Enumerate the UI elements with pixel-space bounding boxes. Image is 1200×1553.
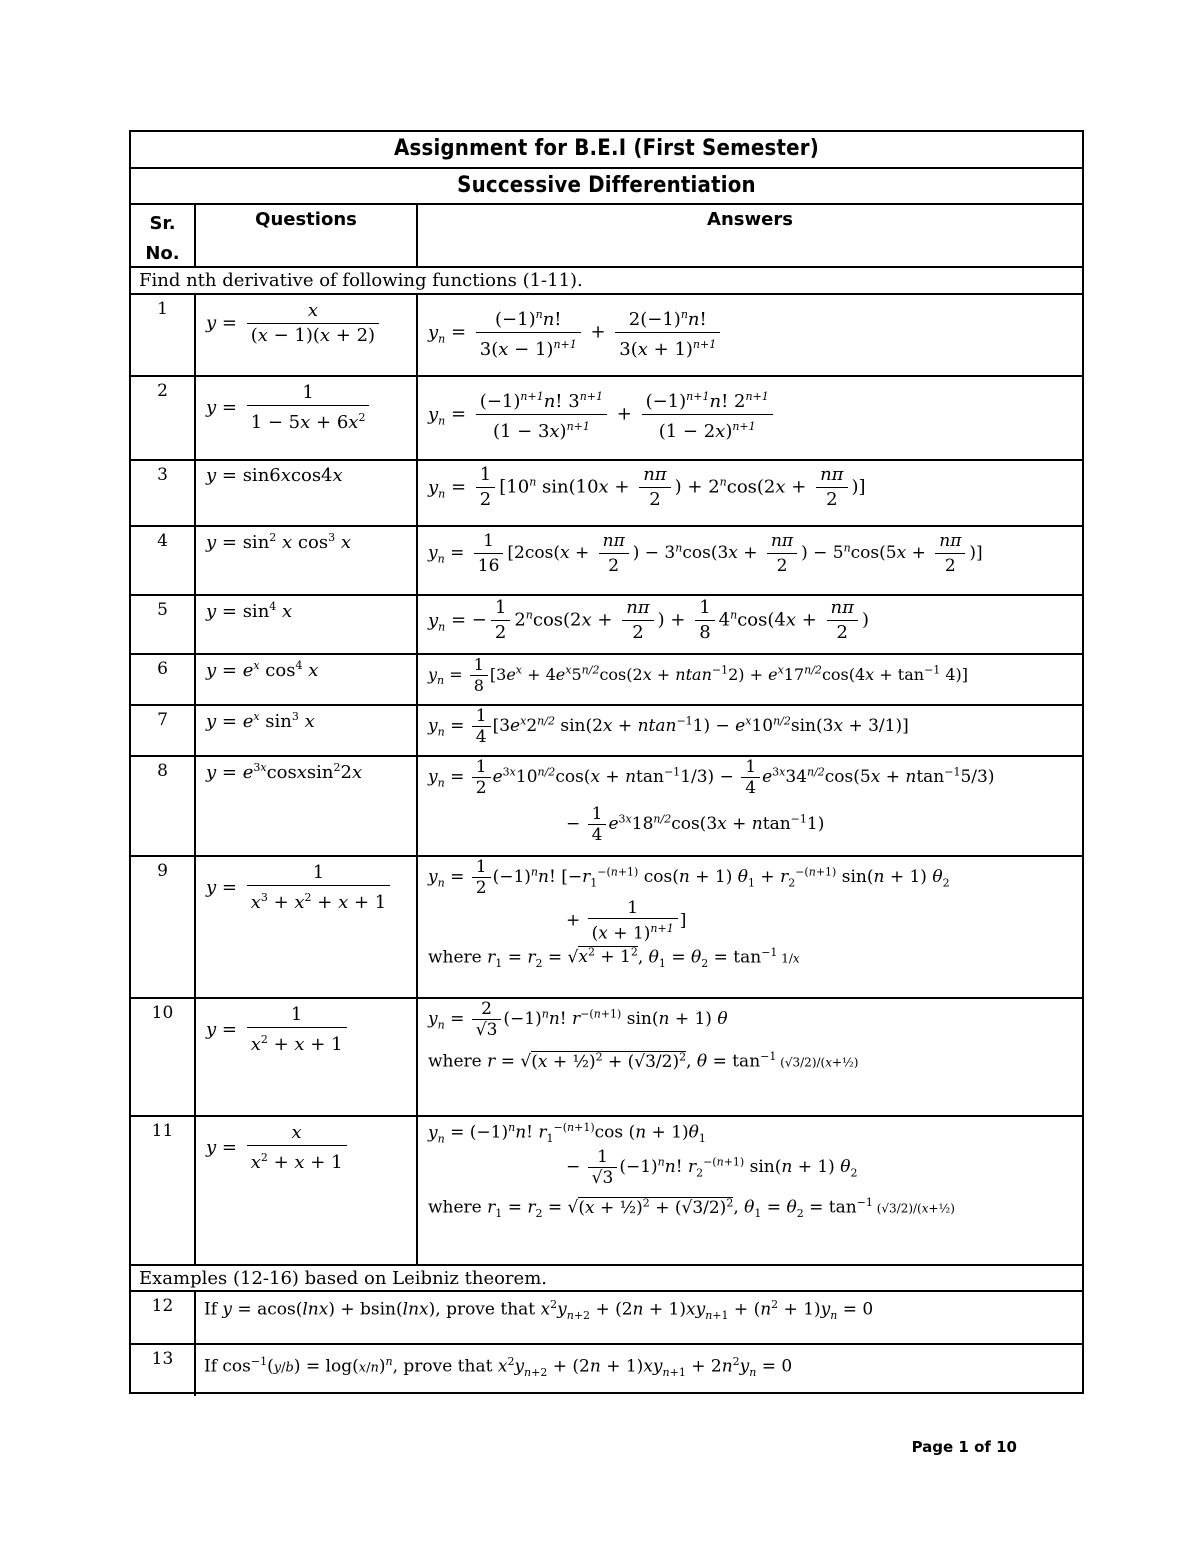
answer-cell: $y_n$ = $\frac{1}{2}$ $e^{3x}10^{n/2}\cos(x + ntan^{-1}1/3)$ − $\frac{1}{4}$ $e^{3x}34^{n/2}\cos(5x + ntan^{-1}5/3)$ − $\frac{1}{4}$ $e^{3x}18^{n/2}\cos(3x + ntan^{-1}1)$ <box>428 757 995 845</box>
answer-cell: $y_n$ = $\frac{1}{2}$ $(-1)^nn$! [$-r_1^{-(n+1)}$ cos(n + 1) $\theta_1 + r_2^{-(n+1)}$ sin(n + 1) $\theta_2$ + $\frac{1}{(x + 1)^{n+1}}$ ] where $r_1 = r_2 = √x^2 + 1^2$, $\theta_1 = \theta_2 = \tan^{-1} 1/x$ <box>428 857 950 970</box>
table-header-row <box>131 205 1082 268</box>
table-row <box>131 706 1082 757</box>
page-subtitle <box>131 169 1082 205</box>
row-number: 7 <box>131 706 196 755</box>
question-cell: $y = e^x$ $\cos^4 x$ <box>196 655 418 704</box>
section-note-2 <box>131 1266 1082 1292</box>
question-cell: $y = e^{3x}cosxsin^22x$ <box>196 757 418 855</box>
table-row <box>131 757 1082 857</box>
table-row <box>131 295 1082 377</box>
answer-cell: $y_n = (-1)^nn$! $r_1^{-(n+1)}\cos$ $(n + 1)\theta_1$ − $\frac{1}{√3}$ $(-1)^nn$! $r_2^{-(n+1)}$ sin(n + 1) $\theta_2$ where $r_1 = r_2 = √(x$ + ½)$^2$ + $(√3/2)^2$, $\theta_1 = \theta_2 = \tan^{-1}$ (√3/2)/(x+½) <box>428 1121 955 1221</box>
table-row <box>131 596 1082 655</box>
page-number: Page 1 of 10 <box>911 1438 1017 1456</box>
note-text: Examples (12-16) based on Leibniz theorem. <box>139 1268 547 1289</box>
table-row <box>131 1117 1082 1266</box>
row-number: 12 <box>131 1292 196 1343</box>
header-questions: Questions <box>196 205 418 266</box>
table-row <box>131 857 1082 999</box>
section-note-1 <box>131 268 1082 295</box>
header-sr-no: Sr. No. <box>131 205 196 266</box>
table-row <box>131 999 1082 1117</box>
row-number: 2 <box>131 377 196 459</box>
row-number: 1 <box>131 295 196 375</box>
row-number: 10 <box>131 999 196 1115</box>
answer-cell: $y_n$ = $\frac{2}{√3}$ $(-1)^nn$! $r^{-(n+1)}$ sin(n + 1) θ where r = √(x + ½)$^2$ + $(√3/2)^2$, $\theta = \tan^{-1}$ (√3/2)/(x+½) <box>428 999 859 1072</box>
row-number: 11 <box>131 1117 196 1264</box>
question-cell: y = $\frac{1}{1 - 5x + 6x^2}$ <box>196 377 418 459</box>
row-number: 8 <box>131 757 196 855</box>
page-title <box>131 132 1082 169</box>
question-cell: If $\cos^{-1}(y/b) = \log(x/n)^n$, prove that $x^2y_{n+2} + (2n + 1)xy_{n+1} + 2n^2y_n = 0$ <box>204 1355 793 1380</box>
row-number: 3 <box>131 461 196 525</box>
answer-cell: $y_n$ = $\frac{(-1)^nn!}{3(x - 1)^{n+1}}$ + $\frac{2(-1)^nn!}{3(x + 1)^{n+1}}$ <box>418 295 1082 375</box>
subtitle-text: Successive Differentiation <box>457 173 756 198</box>
table-row <box>131 655 1082 706</box>
row-number: 9 <box>131 857 196 997</box>
table-row <box>131 527 1082 596</box>
table-row <box>131 461 1082 527</box>
question-cell: If y = acos(lnx) + bsin(lnx), prove that $x^2y_{n+2} + (2n + 1)xy_{n+1} + (n^2 + 1)y_n = 0$ <box>204 1298 874 1323</box>
row-number: 13 <box>131 1345 196 1396</box>
answer-cell: $y_n$ = $\frac{1}{8}$ $[3e^x + 4e^x5^{n/2}\cos(2x + ntan^{-1}2) + e^x17^{n/2}\cos(4x + \tan^{-1} 4)]$ <box>428 655 969 695</box>
question-cell: y = sin6xcos4x <box>196 461 418 525</box>
row-number: 6 <box>131 655 196 704</box>
title-text: Assignment for B.E.I (First Semester) <box>393 136 820 161</box>
answer-cell: $y_n$ = − $\frac{1}{2}$ $2^n\cos(2x$ + $\frac{n\pi}{2}$ ) + $\frac{1}{8}$ $4^n\cos(4x$ + $\frac{n\pi}{2}$ ) <box>428 597 869 643</box>
answer-cell: $y_n$ = $\frac{1}{4}$ [$3e^x2^{n/2}$ $\sin(2x + ntan^{-1}1) - e^x10^{n/2}\sin(3x + 3/1)$] <box>428 706 909 747</box>
question-cell: y = $\frac{1}{x^3 + x^2 + x + 1}$ <box>196 857 418 997</box>
question-cell: y = $\frac{1}{x^2 + x + 1}$ <box>196 999 418 1115</box>
question-cell: y = $\frac{x}{x^2 + x + 1}$ <box>196 1117 418 1264</box>
row-number: 5 <box>131 596 196 653</box>
question-cell: $y = \sin^2 x$ $\cos^3 x$ <box>196 527 418 594</box>
header-answers: Answers <box>707 209 793 230</box>
row-number: 4 <box>131 527 196 594</box>
table-row <box>131 1292 1082 1345</box>
table-row <box>131 377 1082 461</box>
table-row <box>131 1345 1082 1396</box>
question-cell: y = $\frac{x}{(x - 1)(x + 2)}$ <box>196 295 418 375</box>
question-cell: $y = \sin^4 x$ <box>196 596 418 653</box>
answer-cell: $y_n$ = $\frac{(-1)^{n+1}n! 3^{n+1}}{(1 - 3x)^{n+1}}$ + $\frac{(-1)^{n+1}n! 2^{n+1}}{(1 - 2x)^{n+1}}$ <box>418 377 1082 459</box>
question-cell: $y = e^x$ $\sin^3 x$ <box>196 706 418 755</box>
note-text: Find nth derivative of following functions (1-11). <box>139 270 583 291</box>
answer-cell: $y_n$ = $\frac{1}{16}$ [2cos(x + $\frac{n\pi}{2}$ ) − $3^n\cos(3x$ + $\frac{n\pi}{2}$ ) − $5^n\cos(5x$ + $\frac{n\pi}{2}$ )] <box>428 531 983 576</box>
answer-cell: $y_n$ = $\frac{1}{2}$ [10$^n$ sin(10x + $\frac{n\pi}{2}$ ) + $2^n\cos(2x$ + $\frac{n\pi}{2}$ )] <box>428 464 866 510</box>
assignment-table <box>129 130 1084 1394</box>
